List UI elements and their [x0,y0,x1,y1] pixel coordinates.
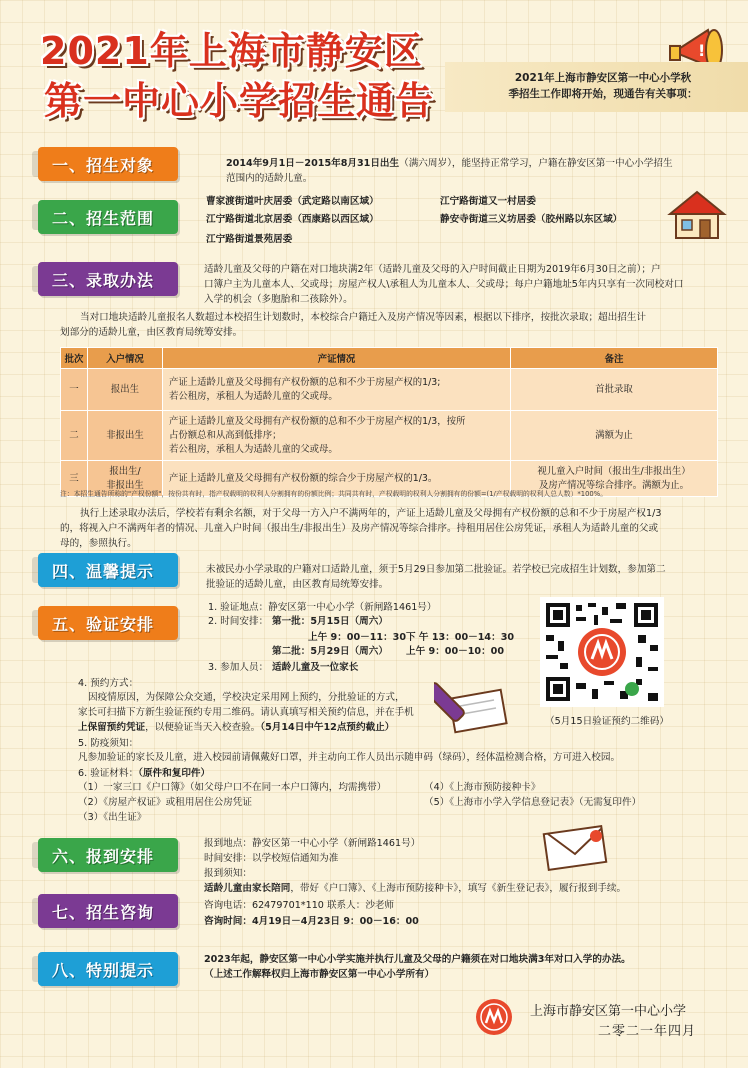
table-row: 一 报出生 产证上适龄儿童及父母拥有产权份额的总和不少于房屋产权的1/3; 若公租房，承租人为适龄儿童的父或母。 首批录取 [61,369,718,411]
envelope-icon [540,822,610,872]
consult-phone: 咨询电话：62479701*110 联系人：沙老师 [204,900,395,911]
prevention-title: 5. 防疫须知： [78,738,139,749]
svg-text:!: ! [698,41,706,60]
verify-batch-1: 第一批：5月15日（周六） [272,616,388,627]
verify-batch-1-am: 上午 9：00－11：30 [308,632,407,643]
scope-item-2: 江宁路街道又一村居委 [440,196,536,207]
report-location: 报到地点：静安区第一中心小学（新闸路1461号） [204,838,421,849]
prevention-text: 凡参加验证的家长及儿童，进入校园前请佩戴好口罩，并主动向工作人员出示随申码（绿码），经体温检测合格，方可进入校园。 [78,752,621,763]
table-header: 批次 [61,348,88,369]
special-text: 2023年起，静安区第一中心小学实施并执行儿童及父母的户籍须在对口地块满3年对口入学的办法。 （上述工作解释权归上海市静安区第一中心小学所有） [204,954,631,980]
scope-item-1: 曹家渡街道叶庆居委（武定路以南区域） [206,196,379,207]
admission-para-2: 当对口地块适龄儿童报名人数超过本校招生计划数时，本校综合户籍迁入及房产情况等因素，根据以下排序，按批次录取；超出招生计 划部分的适龄儿童，由区教育局统筹安排。 [60,312,647,338]
qr-code[interactable] [540,597,664,707]
material-item-3: （3）《出生证》 [78,812,147,823]
section-scope-heading: 二、招生范围 [38,200,178,234]
table-row: 三 报出生/ 非报出生 产证上适龄儿童及父母拥有产权份额的综合少于房屋产权的1/3。 视儿童入户时间（报出生/非报出生） 及房产情况等综合排序。满额为止。 [61,461,718,497]
verify-who-label: 3. 参加人员： [208,662,269,673]
table-header: 入户情况 [88,348,163,369]
section-target-heading: 一、招生对象 [38,147,178,181]
pen-and-paper-icon [434,676,510,734]
verify-batch-1-pm: 下 午 13：00－14：30 [406,632,515,643]
qr-caption: （5月15日验证预约二维码） [545,716,669,727]
report-time: 时间安排：以学校短信通知为准 [204,853,339,864]
section-tips-heading: 四、温馨提示 [38,553,178,587]
appt-title: 4. 预约方式： [78,678,139,689]
materials-title: 6. 验证材料：（原件和复印件） [78,768,211,779]
tips-text: 未被民办小学录取的户籍对口适龄儿童，须于5月29日参加第二批验证。若学校已完成招生计划数，参加第二 批验证的适龄儿童，由区教育局统筹安排。 [206,564,666,590]
material-item-1: （1）一家三口《户口簿》（如父母户口不在同一本户口簿内，均需携带） [78,782,387,793]
section-report-heading: 六、报到安排 [38,838,178,872]
material-item-2: （2）《房屋产权证》或租用居住公房凭证 [78,797,252,808]
section-consult-heading: 七、招生咨询 [38,894,178,928]
footer-school-name: 上海市静安区第一中心小学 [530,1004,687,1019]
scope-item-3: 江宁路街道北京居委（西康路以西区域） [206,214,379,225]
verify-time-label: 2. 时间安排： [208,616,269,627]
section-verify-heading: 五、验证安排 [38,606,178,640]
title-line-1: 2021年上海市静安区 [40,29,423,73]
table-header: 产证情况 [163,348,511,369]
admission-para-1: 适龄儿童及父母的户籍在对口地块满2年（适龄儿童及父母的入户时间截止日期为2019年6月30日之前）；户 口簿户主为儿童本人、父或母；房屋产权人\承租人为儿童本人、父或母；每户户籍地址5年内只享有一次同校对口 入学的机会（多胞胎和二孩除外）。 [204,264,684,305]
verify-batch-2-am: 上午 9：00－10：00 [406,646,505,657]
table-header: 备注 [511,348,718,369]
table-header-row [61,348,718,369]
report-note: 适龄儿童由家长陪同，带好《户口簿》、《上海市预防接种卡》，填写《新生登记表》，履行报到手续。 [204,883,627,894]
table-row: 二 非报出生 产证上适龄儿童及父母拥有产权份额的总和不少于房屋产权的1/3，按所 占份额总和从高到低排序； 若公租房，承租人为适龄儿童的父或母。 满额为止 [61,411,718,461]
footer-date: 二零二一年四月 [598,1024,697,1039]
section-special-heading: 八、特别提示 [38,952,178,986]
house-icon [666,188,728,242]
table-footnote: 注：本招生通告所称的"产权份额"，按份共有时，指产权载明的权利人分割拥有的份额比例；共同共有时，产权载明的权利人分割拥有的份额=(1/产权载明的权利人总人数）*100%。 [60,490,608,498]
appt-text: 因疫情原因，为保障公众交通，学校决定采用网上预约，分批验证的方式， 家长可扫描下方新生验证预约专用二维码。请认真填写相关预约信息，并在手机 上保留预约凭证，以便验证当天入校查验。（5月14日中午12点预约截止） [78,692,414,733]
verify-location: 1. 验证地点：静安区第一中心小学（新闸路1461号） [208,602,437,613]
material-item-4: （4）《上海市预防接种卡》 [424,782,541,793]
after-table-text: 执行上述录取办法后，学校若有剩余名额，对于父母一方入户不满两年的，产证上适龄儿童及父母拥有产权份额的总和不少于房屋产权1/3 的，将视入户不满两年者的情况、儿童入户时间（报出生/非报出生）及房产情况等综合排序。持租用居住公房凭证，承租人为适龄儿童的父或 母的，参照执行。 [60,508,662,549]
title-line-2: 第一中心小学招生通告 [44,79,435,123]
consult-time: 咨询时间：4月19日－4月23日 9：00－16：00 [204,916,419,927]
intro-text: 2021年上海市静安区第一中心小学秋 季招生工作即将开始，现通告有关事项： [508,72,698,100]
section-admission-heading: 三、录取办法 [38,262,178,296]
report-note-title: 报到须知： [204,868,252,879]
school-logo [474,997,514,1037]
target-text: 2014年9月1日－2015年8月31日出生（满六周岁），能坚持正常学习，户籍在静安区第一中心小学招生 范围内的适龄儿童。 [226,158,673,184]
admission-table [60,347,718,497]
scope-item-4: 静安寺街道三义坊居委（胶州路以东区域） [440,214,623,225]
material-item-5: （5）《上海市小学入学信息登记表》（无需复印件） [424,797,642,808]
scope-item-5: 江宁路街道景苑居委 [206,234,293,245]
verify-batch-2: 第二批：5月29日（周六） [272,646,388,657]
verify-who: 适龄儿童及一位家长 [272,662,359,673]
